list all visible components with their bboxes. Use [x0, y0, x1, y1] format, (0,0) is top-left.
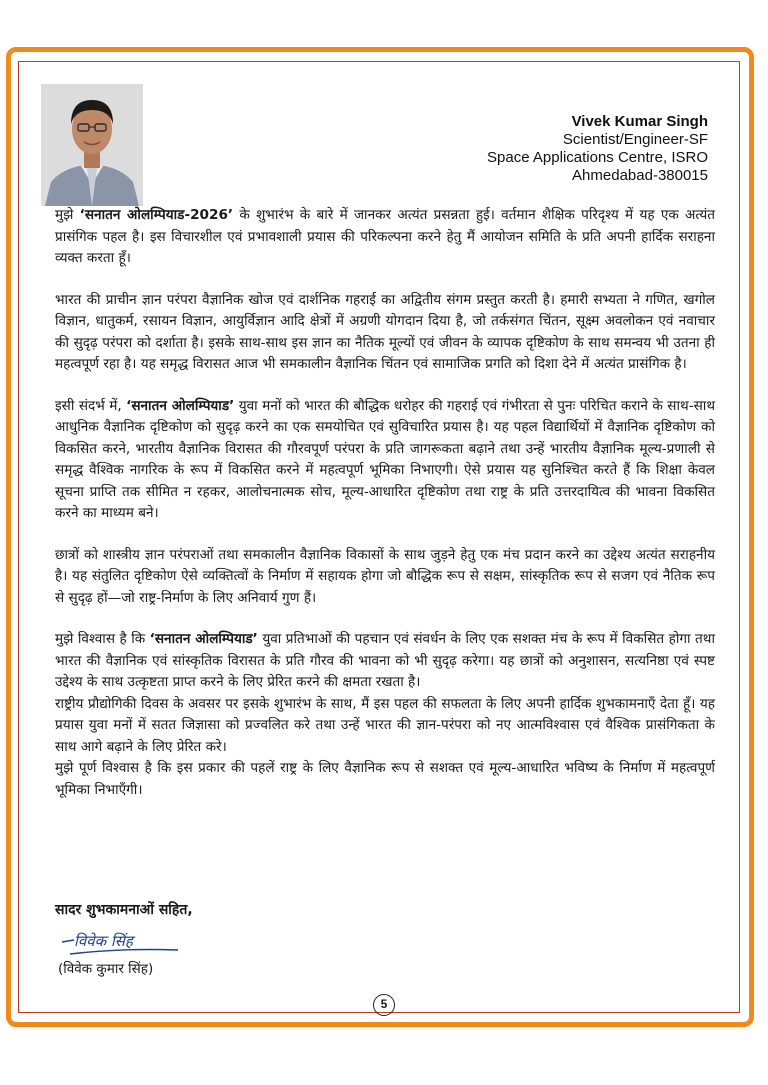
handwritten-signature [60, 920, 190, 960]
signatory-name: (विवेक कुमार सिंह) [58, 961, 154, 977]
paragraph-6: राष्ट्रीय प्रौद्योगिकी दिवस के अवसर पर इसके शुभारंभ के साथ, मैं इस पहल की सफलता के लिए अपनी हार्दिक शुभकामनाएँ देता हूँ। यह प्रयास युवा मनों में सतत जिज्ञासा को प्रज्वलित करे तथा उन्हें भारत की ज्ञान-परंपरा को नए आत्मविश्वास एवं वैश्विक प्रासंगिकता के साथ आगे बढ़ाने के लिए प्रेरित करे। [55, 695, 715, 755]
paragraph-5 [55, 629, 715, 694]
paragraph-4: छात्रों को शास्त्रीय ज्ञान परंपराओं तथा समकालीन वैज्ञानिक विकासों के साथ जुड़ने हेतु एक मंच प्रदान करने का उद्देश्य अत्यंत सराहनीय है। यह संतुलित दृष्टिकोण ऐसे व्यक्तित्वों के निर्माण में सहायक होगा जो बौद्धिक रूप से सक्षम, सांस्कृतिक रूप से सजग एवं नैतिक रूप से सुदृढ़ हों—जो राष्ट्र-निर्माण के लिए अनिवार्य गुण हैं। [55, 546, 715, 606]
paragraph-1-text: मुझे [55, 207, 80, 223]
paragraph-3-text: इसी संदर्भ में, [55, 397, 127, 414]
closing-salutation: सादर शुभकामनाओं सहित, [55, 902, 193, 918]
paragraph-7: मुझे पूर्ण विश्वास है कि इस प्रकार की पहलें राष्ट्र के लिए वैज्ञानिक रूप से सशक्त एवं मूल्य-आधारित भविष्य के निर्माण में महत्वपूर्ण भूमिका निभाएँगी। [55, 760, 715, 798]
event-name: ‘सनातन ओलम्पियाड-2026’ [79, 207, 234, 223]
paragraph-1-text-cont: के शुभारंभ के बारे में जानकर अत्यंत प्रसन्नता हुई। वर्तमान शैक्षिक परिदृश्य में यह एक अत्यंत प्रासंगिक पहल है। इस विचारशील एवं प्रभावशाली प्रयास की परिकल्पना करने हेतु मैं आयोजन समिति के प्रति अपनी हार्दिक सराहना व्यक्त करता हूँ। [55, 207, 715, 266]
paragraph-5-text: मुझे विश्वास है कि [55, 631, 150, 647]
paragraph-3-text-cont: युवा मनों को भारत की बौद्धिक धरोहर की गहराई एवं गंभीरता से पुनः परिचित कराने के साथ-साथ आधुनिक वैज्ञानिक दृष्टिकोण को सुदृढ़ करने का एक समयोचित एवं सुविचारित प्रयास है। यह पहल विद्यार्थियों में वैज्ञानिक दृष्टिकोण को विकसित करने, भारतीय वैज्ञानिक विरासत की गौरवपूर्ण परंपरा के प्रति जागरूकता बढ़ाने तथा उन्हें भारतीय वैज्ञानिक मूल्य-प्रणाली से समृद्ध वैश्विक नागरिक के रूप में विकसित करने में महत्वपूर्ण भूमिका निभाएगी। ऐसे प्रयास यह सुनिश्चित करते हैं कि शिक्षा केवल सूचना प्राप्ति तक सीमित न रहकर, आलोचनात्मक सोच, मूल्य-आधारित दृष्टिकोण तथा राष्ट्र के प्रति उत्तरदायित्व की भावना विकसित करने का माध्यम बने। [55, 397, 716, 521]
svg-text:विवेक सिंह: विवेक सिंह [74, 932, 133, 950]
sender-organization: Space Applications Centre, ISRO [487, 149, 708, 166]
sender-city: Ahmedabad-380015 [572, 167, 708, 184]
letter-body [55, 205, 715, 801]
paragraph-1 [55, 205, 715, 270]
paragraph-2: भारत की प्राचीन ज्ञान परंपरा वैज्ञानिक खोज एवं दार्शनिक गहराई का अद्वितीय संगम प्रस्तुत करती है। हमारी सभ्यता ने गणित, खगोल विज्ञान, धातुकर्म, रसायन विज्ञान, आयुर्विज्ञान आदि क्षेत्रों में अग्रणी योगदान दिया है, जो तर्कसंगत चिंतन, सूक्ष्म अवलोकन एवं नवाचार की सुदृढ़ परंपरा को दर्शाता है। इसके साथ-साथ इस ज्ञान का नैतिक मूल्यों एवं जीवन के व्यापक दृष्टिकोण के साथ समन्वय भी उतना ही महत्वपूर्ण रहा है। यह समृद्ध विरासत आज भी समकालीन वैज्ञानिक चिंतन एवं सामाजिक प्रगति को दिशा देने में अत्यंत प्रासंगिक है। [55, 291, 715, 372]
event-name: ‘सनातन ओलम्पियाड’ [126, 397, 235, 414]
sender-block [487, 113, 708, 185]
sender-designation: Scientist/Engineer-SF [562, 131, 708, 148]
paragraph-3 [55, 396, 715, 525]
author-photo [41, 84, 143, 206]
page-number: 5 [373, 994, 395, 1016]
paragraph-5-text-cont: युवा प्रतिभाओं की पहचान एवं संवर्धन के लिए एक सशक्त मंच के रूप में विकसित होगा तथा भारत की वैज्ञानिक एवं सांस्कृतिक विरासत के प्रति गौरव की भावना को भी सुदृढ़ करेगा। यह छात्रों को अनुशासन, सत्यनिष्ठा एवं स्पष्ट उद्देश्य के साथ उत्कृष्टता प्राप्त करने के लिए प्रेरित करने की क्षमता रखता है। [55, 631, 715, 690]
event-name: ‘सनातन ओलम्पियाड’ [149, 631, 258, 647]
sender-name: Vivek Kumar Singh [571, 113, 708, 130]
